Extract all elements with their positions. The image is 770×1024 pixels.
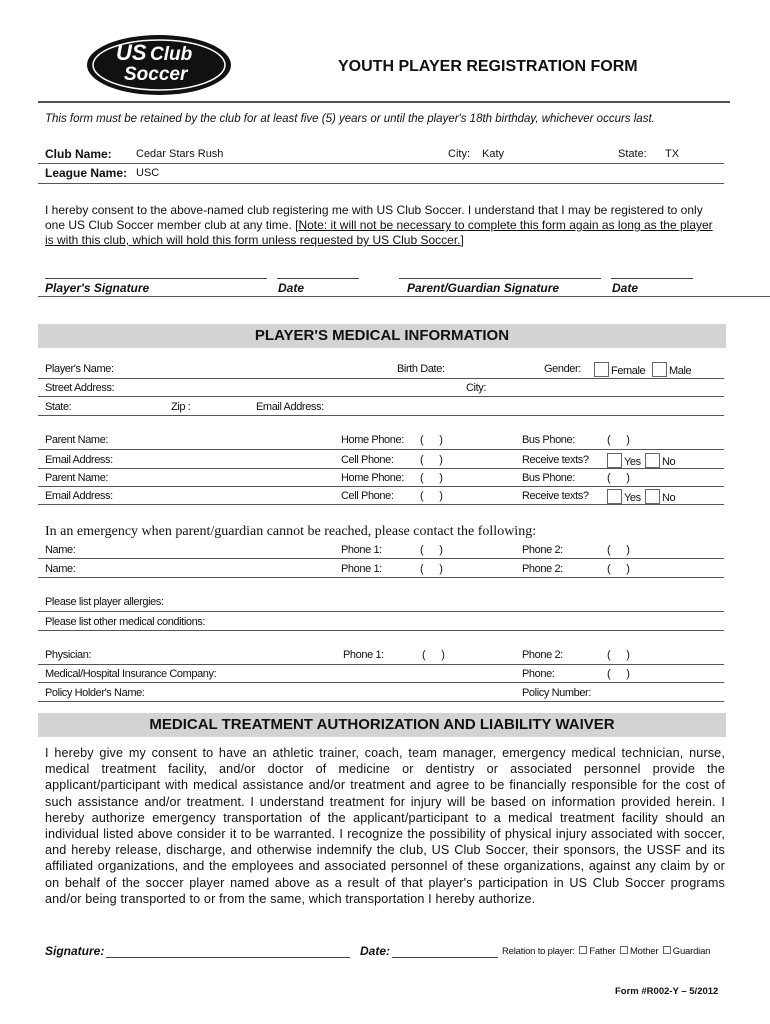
date2-line[interactable] <box>611 278 693 279</box>
form-number: Form #R002-Y – 5/2012 <box>615 986 719 997</box>
emergency1-name-label: Name: <box>45 544 76 556</box>
waiver-signature-line[interactable] <box>106 957 350 958</box>
rule <box>38 682 724 683</box>
parent1-yes-checkbox[interactable] <box>607 453 622 468</box>
birth-date-label: Birth Date: <box>397 363 445 375</box>
parent1-no-checkbox[interactable] <box>645 453 660 468</box>
parent1-bus-phone-field[interactable]: ( ) <box>607 434 630 446</box>
email-address-label: Email Address: <box>256 401 324 413</box>
medical-heading: PLAYER'S MEDICAL INFORMATION <box>254 327 510 344</box>
parent2-no-checkbox[interactable] <box>645 489 660 504</box>
zip-label: Zip : <box>171 401 191 413</box>
female-label: Female <box>611 365 646 377</box>
logo-text-soccer: Soccer <box>124 64 188 85</box>
physician-phone2-label: Phone 2: <box>522 649 563 661</box>
relation-label: Relation to player: <box>502 946 575 957</box>
insurance-phone-field[interactable]: ( ) <box>607 668 630 680</box>
parent1-email-label: Email Address: <box>45 454 113 466</box>
parent1-home-phone-label: Home Phone: <box>341 434 404 446</box>
parent1-name-label: Parent Name: <box>45 434 109 446</box>
emergency2-phone2-label: Phone 2: <box>522 563 563 575</box>
emergency1-phone2-label: Phone 2: <box>522 544 563 556</box>
league-name-label: League Name: <box>45 166 128 180</box>
emergency2-phone1-label: Phone 1: <box>341 563 382 575</box>
player-signature-label: Player's Signature <box>45 281 150 295</box>
date1-label: Date <box>278 281 305 295</box>
male-label: Male <box>669 365 692 377</box>
logo-text-us: US <box>116 40 147 65</box>
physician-phone1-label: Phone 1: <box>343 649 384 661</box>
consent-text: I hereby consent to the above-named club registering me with US Club Soccer. I understand that I may be registered to only one US Club Soccer member club at any time. [ <box>45 203 703 232</box>
parent-signature-label: Parent/Guardian Signature <box>407 281 560 295</box>
parent2-yes-label: Yes <box>624 492 641 504</box>
parent2-yes-checkbox[interactable] <box>607 489 622 504</box>
guardian-checkbox[interactable] <box>663 946 671 954</box>
parent1-home-phone-field[interactable]: ( ) <box>420 434 443 446</box>
parent2-texts-yes-option[interactable] <box>607 489 641 504</box>
gender-label: Gender: <box>544 363 581 375</box>
club-name-field[interactable]: Cedar Stars Rush <box>136 148 224 160</box>
other-conditions-label: Please list other medical conditions: <box>45 616 206 628</box>
parent1-bus-phone-label: Bus Phone: <box>522 434 575 446</box>
mother-checkbox[interactable] <box>620 946 628 954</box>
male-checkbox[interactable] <box>652 362 667 377</box>
emergency1-phone1-label: Phone 1: <box>341 544 382 556</box>
parent-signature-line[interactable] <box>399 278 601 279</box>
consent-note: Note: it will not be necessary to complete this form again as long as the player is with this club, which will hold this form unless requested by US Club Soccer. <box>45 218 713 247</box>
insurance-phone-label: Phone: <box>522 668 555 680</box>
parent2-no-label: No <box>662 492 676 504</box>
emergency-heading: In an emergency when parent/guardian cannot be reached, please contact the following: <box>45 524 537 539</box>
waiver-heading-bar <box>38 713 726 737</box>
gender-male-option[interactable] <box>652 362 691 377</box>
parent2-bus-phone-field[interactable]: ( ) <box>607 472 630 484</box>
rule <box>38 664 724 665</box>
date1-line[interactable] <box>277 278 359 279</box>
mother-label: Mother <box>629 946 659 957</box>
parent1-cell-phone-label: Cell Phone: <box>341 454 394 466</box>
club-name-label: Club Name: <box>45 147 112 161</box>
emergency2-name-label: Name: <box>45 563 76 575</box>
parent1-cell-phone-field[interactable]: ( ) <box>420 454 443 466</box>
allergies-label: Please list player allergies: <box>45 596 164 608</box>
waiver-signature-label: Signature: <box>45 944 105 958</box>
parent1-receive-texts-label: Receive texts? <box>522 454 589 466</box>
state-label: State: <box>618 148 647 160</box>
emergency1-phone2-field[interactable]: ( ) <box>607 544 630 556</box>
rule <box>38 701 724 702</box>
city-label: City: <box>448 148 470 160</box>
league-name-rule <box>38 183 724 184</box>
waiver-date-line[interactable] <box>392 957 498 958</box>
players-name-label: Player's Name: <box>45 363 114 375</box>
waiver-date-label: Date: <box>360 944 391 958</box>
league-name-field[interactable]: USC <box>136 167 160 179</box>
waiver-body: I hereby give my consent to have an athletic trainer, coach, team manager, emergency medical technician, nurse, medical treatment facility, and/or doctor of medicine or dentistry or associated personnel provide the applicant/participant with medical assistance and/or treatment and agree to be financially responsible for the cost of such assistance and/or treatment. I understand treatment for injury will be based on information provided herein. I hereby authorize emergency transportation of the applicant/participant to a medical treatment facility should an individual listed above consider it to be warranted. I recognize the possibility of physical injury associated with soccer, and hereby release, discharge, and otherwise indemnify the club, US Club Soccer, their sponsors, the USSF and its affiliated organizations, and the employees and associated personnel of these organizations, against any claim by or on behalf of the soccer player named above as a result of that player's participation in US Club Soccer programs and/or being transported to or from the same, which transportation I hereby authorize. <box>45 746 725 906</box>
parent2-cell-phone-field[interactable]: ( ) <box>420 490 443 502</box>
parent2-texts-no-option[interactable] <box>645 489 675 504</box>
rule <box>38 486 724 487</box>
emergency1-phone1-field[interactable]: ( ) <box>420 544 443 556</box>
rule <box>38 577 724 578</box>
father-checkbox[interactable] <box>579 946 587 954</box>
policy-number-label: Policy Number: <box>522 687 591 699</box>
parent1-no-label: No <box>662 456 676 468</box>
city-field[interactable]: Katy <box>482 148 505 160</box>
parent1-texts-yes-option[interactable] <box>607 453 641 468</box>
insurance-company-label: Medical/Hospital Insurance Company: <box>45 668 217 680</box>
state-field[interactable]: TX <box>665 148 680 160</box>
rule <box>38 630 724 631</box>
parent2-home-phone-field[interactable]: ( ) <box>420 472 443 484</box>
rule <box>38 558 724 559</box>
us-club-soccer-logo <box>86 34 232 96</box>
rule <box>38 611 724 612</box>
rule <box>38 396 724 397</box>
rule <box>38 449 724 450</box>
parent1-yes-label: Yes <box>624 456 641 468</box>
physician-label: Physician: <box>45 649 92 661</box>
consent-end: ] <box>460 233 464 247</box>
gender-female-option[interactable] <box>594 362 645 377</box>
medical-heading-bar <box>38 324 726 348</box>
logo-text-club: Club <box>150 44 193 65</box>
date2-label: Date <box>612 281 639 295</box>
rule <box>38 378 724 379</box>
parent2-email-label: Email Address: <box>45 490 113 502</box>
parent2-cell-phone-label: Cell Phone: <box>341 490 394 502</box>
signature-rule <box>38 296 770 297</box>
title-rule <box>38 101 730 103</box>
medical-state-label: State: <box>45 401 72 413</box>
rule <box>38 468 724 469</box>
parent2-name-label: Parent Name: <box>45 472 109 484</box>
consent-paragraph <box>45 203 720 248</box>
physician-phone1-field[interactable]: ( ) <box>422 649 445 661</box>
club-name-rule <box>38 163 724 164</box>
form-title: YOUTH PLAYER REGISTRATION FORM <box>338 58 638 75</box>
retention-note: This form must be retained by the club for at least five (5) years or until the player's 18th birthday, whichever occurs last. <box>45 113 655 125</box>
physician-phone2-field[interactable]: ( ) <box>607 649 630 661</box>
street-address-label: Street Address: <box>45 382 115 394</box>
policy-holder-label: Policy Holder's Name: <box>45 687 145 699</box>
emergency2-phone1-field[interactable]: ( ) <box>420 563 443 575</box>
waiver-heading: MEDICAL TREATMENT AUTHORIZATION AND LIABILITY WAIVER <box>149 716 615 733</box>
guardian-label: Guardian <box>672 946 711 957</box>
rule <box>38 504 724 505</box>
female-checkbox[interactable] <box>594 362 609 377</box>
parent2-home-phone-label: Home Phone: <box>341 472 404 484</box>
emergency2-phone2-field[interactable]: ( ) <box>607 563 630 575</box>
parent1-texts-no-option[interactable] <box>645 453 675 468</box>
rule <box>38 415 724 416</box>
parent2-bus-phone-label: Bus Phone: <box>522 472 575 484</box>
relation-group <box>502 946 710 957</box>
father-label: Father <box>589 946 616 957</box>
player-signature-line[interactable] <box>45 278 267 279</box>
medical-city-label: City: <box>466 382 487 394</box>
parent2-receive-texts-label: Receive texts? <box>522 490 589 502</box>
